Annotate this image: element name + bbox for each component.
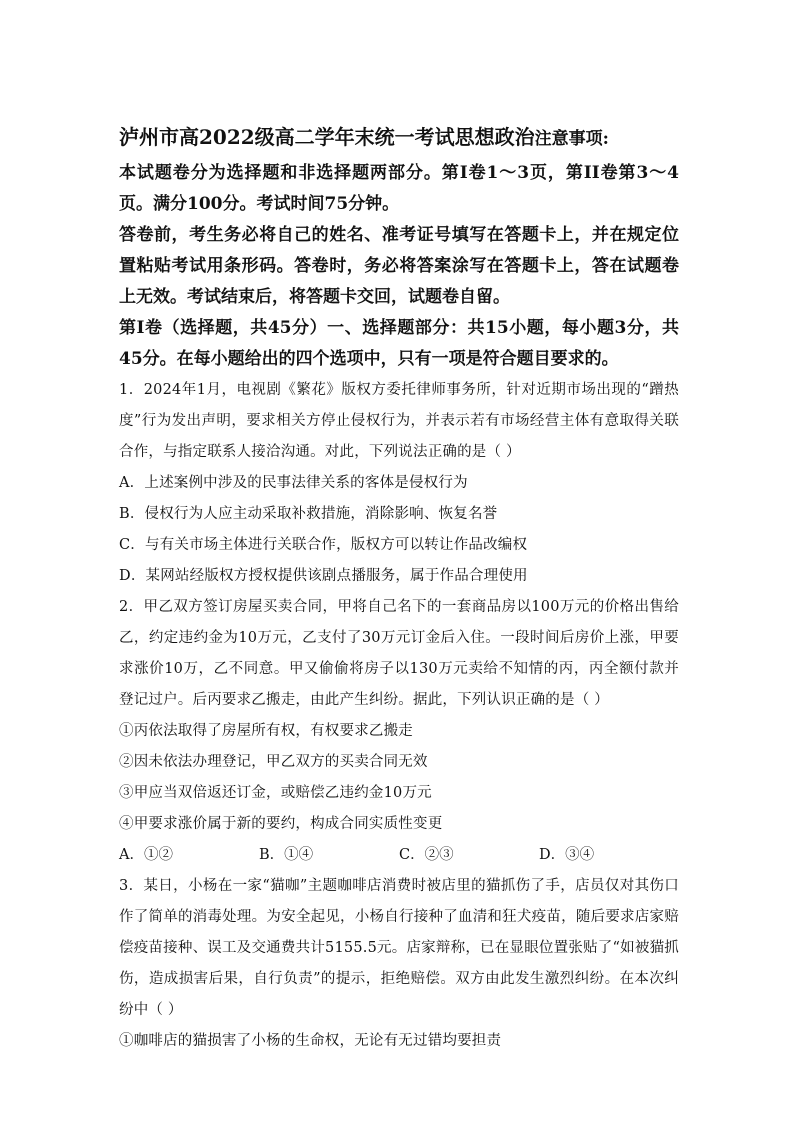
option-a: A．上述案例中涉及的民事法律关系的客体是侵权行为	[119, 475, 468, 491]
notice-line: 答卷前，考生务必将自己的姓名、准考证号填写在答题卡上，并在规定位置粘贴考试用条形码。答卷时，务必将答案涂写在答题卡上，答在试题卷上无效。考试结束后，将答题卡交回，试题卷自留。	[119, 225, 679, 307]
notice-line: 本试题卷分为选择题和非选择题两部分。第I卷1～3页，第II卷第3～4页。满分100分。考试时间75分钟。	[119, 163, 679, 214]
statement-1: ①丙依法取得了房屋所有权，有权要求乙搬走	[119, 723, 413, 739]
exam-title	[119, 118, 679, 158]
option-b: B．侵权行为人应主动采取补救措施，消除影响、恢复名誉	[119, 506, 498, 522]
statement-2: ②因未依法办理登记，甲乙双方的买卖合同无效	[119, 754, 428, 770]
question-2	[119, 592, 679, 871]
option-d: D．③④	[539, 847, 595, 863]
option-b: B．①④	[259, 847, 314, 863]
notice-section	[119, 158, 679, 375]
question-stem: 1．2024年1月，电视剧《繁花》版权方委托律师事务所，针对近期市场出现的“蹭热度”行为发出声明，要求相关方停止侵权行为，并表示若有市场经营主体有意取得关联合作，与指定联系人接洽沟通。对此，下列说法正确的是（ ）	[119, 382, 679, 460]
option-d: D．某网站经版权方授权提供该剧点播服务，属于作品合理使用	[119, 568, 528, 584]
option-c: C．②③	[399, 847, 454, 863]
document-content	[119, 118, 679, 1057]
question-3	[119, 871, 679, 1057]
question-stem: 2．甲乙双方签订房屋买卖合同，甲将自己名下的一套商品房以100万元的价格出售给乙，约定违约金为10万元，乙支付了30万元订金后入住。一段时间后房价上涨，甲要求涨价10万，乙不同意。甲又偷偷将房子以130万元卖给不知情的丙，丙全额付款并登记过户。后丙要求乙搬走，由此产生纠纷。据此，下列认识正确的是（ ）	[119, 599, 679, 708]
statement-1: ①咖啡店的猫损害了小杨的生命权，无论有无过错均要担责	[119, 1033, 502, 1049]
option-c: C．与有关市场主体进行关联合作，版权方可以转让作品改编权	[119, 537, 528, 553]
option-row	[119, 840, 679, 871]
statement-3: ③甲应当双倍返还订金，或赔偿乙违约金10万元	[119, 785, 432, 801]
notice-label: 注意事项:	[534, 129, 609, 149]
statement-4: ④甲要求涨价属于新的要约，构成合同实质性变更	[119, 816, 443, 832]
notice-line: 第I卷（选择题，共45分）一、选择题部分：共15小题，每小题3分，共45分。在每小题给出的四个选项中，只有一项是符合题目要求的。	[119, 318, 679, 369]
question-1	[119, 375, 679, 592]
option-a: A．①②	[119, 847, 173, 863]
exam-title-text: 泸州市高2022级高二学年末统一考试思想政治	[119, 125, 535, 149]
question-stem: 3．某日，小杨在一家“猫咖”主题咖啡店消费时被店里的猫抓伤了手，店员仅对其伤口作了简单的消毒处理。为安全起见，小杨自行接种了血清和狂犬疫苗，随后要求店家赔偿疫苗接种、误工及交通费共计5155.5元。店家辩称，已在显眼位置张贴了“如被猫抓伤，造成损害后果，自行负责”的提示，拒绝赔偿。双方由此发生激烈纠纷。在本次纠纷中（ ）	[119, 878, 679, 1018]
